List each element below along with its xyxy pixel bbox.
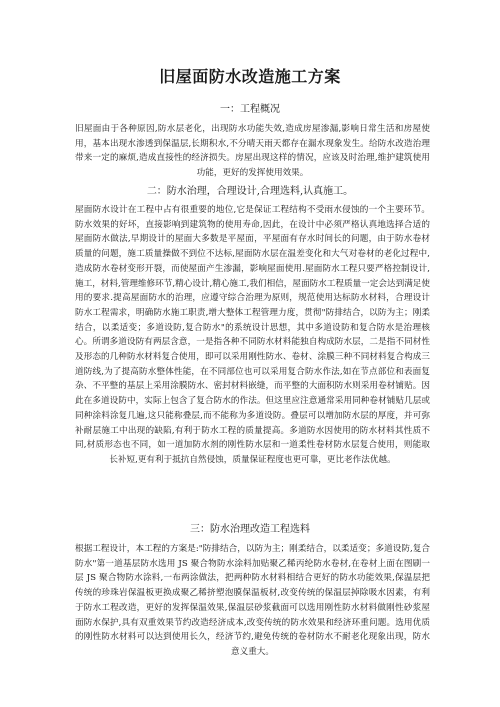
section-heading-design: 二：防水治理，合理设计,合理选料,认真施工。 (146, 186, 354, 197)
section-heading-materials: 三：防水治理改造工程选料 (190, 524, 310, 535)
section-body-materials: 根据工程设计，本工程的方案是:"防排结合，以防为主；刚柔结合，以柔适变；多道设防,复合防水"第一道基层防水选用 JS 聚合物防水涂料加贴聚乙稀丙纶防水卷材,在卷材上面在图刷一层 JS 聚合物防水涂料,一布两涂做法，把两种防水材料相结合更好的防水功能效果,保温层把传统的珍珠岩保温板更换成聚乙稀挤塑泡膜保温板材,改变传统的保温层掉除吸水因素，有利于防水工程改造，更好的发挥保温效果,保温层砂浆截面可以选用刚性防水材料做刚性砂浆屋面防水保护,具有双重效果节约改造经济成本,改变传统的防水效果和经济环重问题。选用优质的刚性防水材料可以达到使用长久，经济节约,避免传统的卷材防水不耐老化现象出现，防水意义重大。 (75, 544, 430, 657)
section-body-overview: 旧屋面由于各种原因,防水层老化，出现防水功能失效,造成房屋渗漏,影响日常生活和房屋使用，基本出现水渗透到保温层,长期积水,不分晴天雨天都存在漏水现象发生。给防水改造治理带来一定的麻烦,造成直接性的经济损失。房屋出现这样的情况，应该及时治理,维护建筑使用功能，更好的发挥使用效果。 (75, 124, 430, 179)
section-body-design: 屋面防水设计在工程中占有很重要的地位,它是保证工程结构不受雨水侵蚀的一个主要环节。防水效果的好坏，直接影响到建筑物的使用寿命,因此，在设计中必须严格认真地选择合适的屋面防水做法,早期设计的屋面大多数是平屋面，平屋面有存水时间长的问题，由于防水卷材质量的问题，施工质量操做不到位不达标,屋面防水层在温差变化和大气对卷材的老化过程中,造成防水卷材变形开裂，而使屋面产生渗漏，影响屋面使用.屋面防水工程只要严格控制设计,施工，材料,管理维修环节,精心设计,精心施工,我们相信，屋面防水工程质量一定会达到满足使用的要求.提高屋面防水的治理，应遵守综合治理为原则，规范使用达标防水材料，合理设计防水工程需求，明确防水施工职责,增大整体工程管理力度，贯彻"防排结合，以防为主；刚柔结合，以柔适变；多道设防,复合防水"的系统设计思想，其中多道设防和复合防水是治理核心。所谓多道设防有两层含意，一是指各种不同防水材料能独自构成防水层，二是指不同材性及形态的几种防水材料复合使用，即可以采用刚性防水、卷材、涂膜三种不同材料复合构成三道防线,为了提高防水整体性能，在不同部位也可以采用复合防水作法,如在节点部位和表面复杂、不平整的基层上采用涂膜防水、密封材料嵌缝，而平整的大面积防水则采用卷材铺贴。因此在多道设防中，实际上包含了复合防水的作法。但这里应注意通常采用同种卷材铺贴几层或同种涂料涂复几遍,这只能称叠层,而不能称为多道设防。叠层可以增加防水层的厚度，并可弥补耐层施工中出现的缺陷,有利于防水工程的质量提高。多道防水因使用的防水材料其性质不同,材质形态也不同，如一道加防水剂的刚性防水层和一道柔性卷材防水层复合使用，则能取长补短,更有利于抵抗自然侵蚀，质量保证程度也更可靠，更比老作法优越。 (75, 205, 430, 465)
document-title: 旧屋面防水改造施工方案 (159, 67, 341, 86)
section-heading-overview: 一：工程概况 (220, 104, 280, 115)
